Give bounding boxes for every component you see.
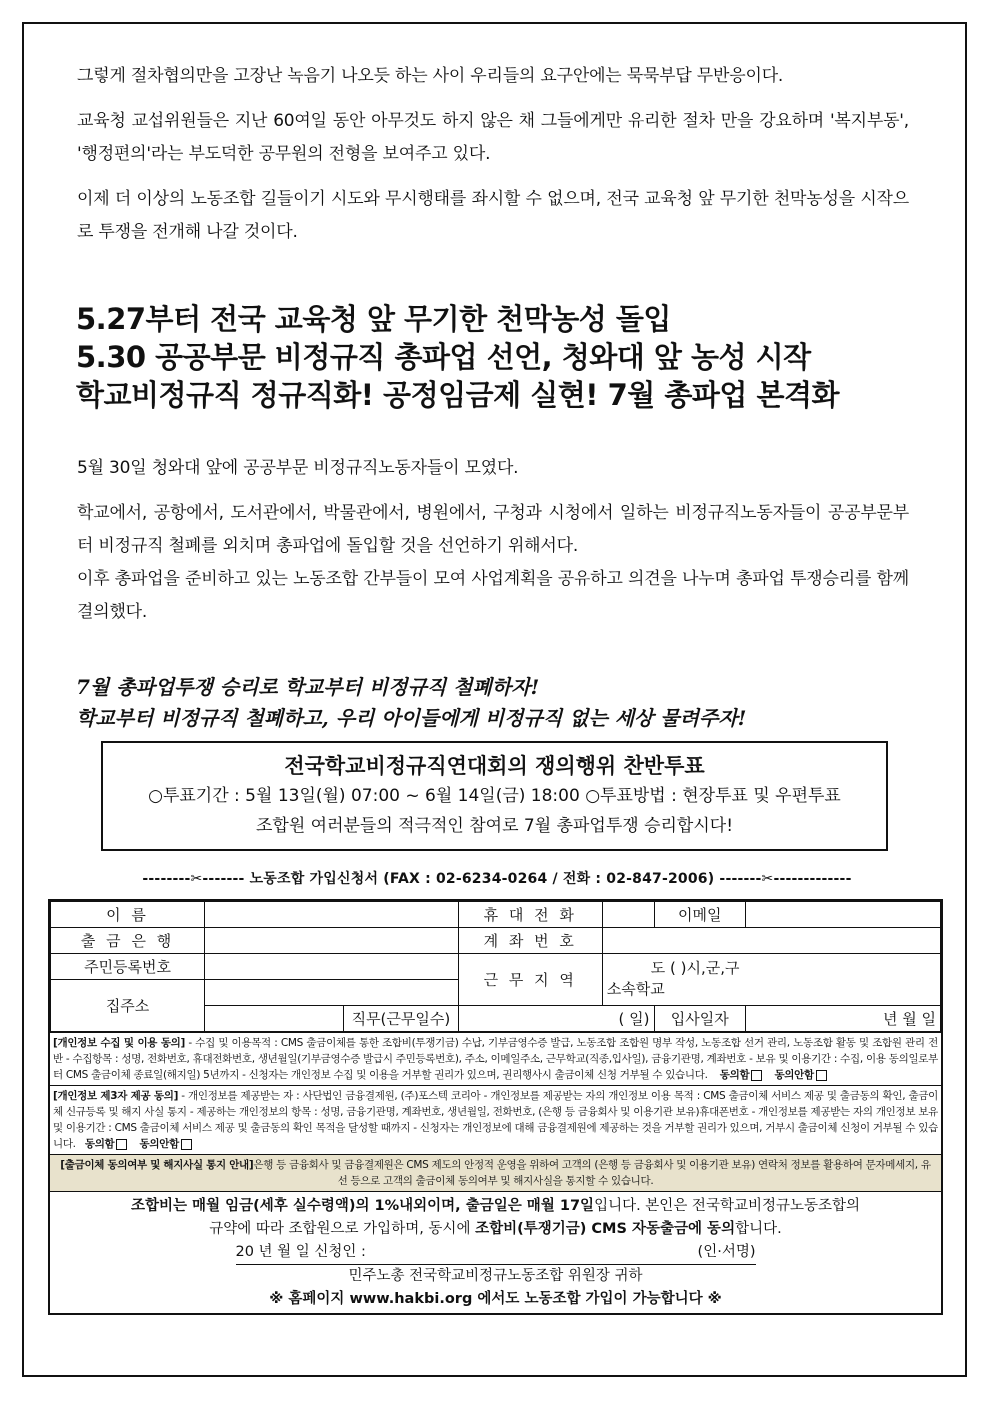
phone-field[interactable] (602, 902, 654, 928)
join-date-label: 입사일자 (654, 1006, 746, 1032)
headline-3: 학교비정규직 정규직화! 공정임금제 실현! 7월 총파업 본격화 (76, 378, 840, 412)
job-label: 직무(근무일수) (344, 1006, 458, 1032)
notice-text: 은행 등 금융회사 및 금융결제원은 CMS 제도의 안정적 운영을 위하여 고객의 (은행 등 금융회사 및 이용기관 보유) 연락처 정보를 활용하여 문자메세지, 유선 등으로 고객의 출금이체 동의여부 및 해지사실을 통지할 수 있습니다. (253, 1159, 931, 1187)
news-paragraph-3: 이후 총파업을 준비하고 있는 노동조합 간부들이 모여 사업계획을 공유하고 의견을 나누며 총파업 투쟁승리를 함께 결의했다. (77, 569, 909, 622)
consent1-agree-label: 동의함 (719, 1069, 750, 1081)
intro-paragraph-1: 그렇게 절차협의만을 고장난 녹음기 나오듯 하는 사이 우리들의 요구안에는 묵묵부답 무반응이다. (77, 66, 784, 86)
fee-line2a: 규약에 따라 조합원으로 가입하며, 동시에 (209, 1221, 476, 1237)
consent2-disagree-checkbox[interactable] (181, 1139, 192, 1150)
school-label: 소속학교 (606, 980, 665, 998)
vote-appeal: 조합원 여러분들의 적극적인 참여로 7월 총파업투쟁 승리합시다! (255, 816, 734, 836)
region-value: 도 ( )시,군,구 (650, 959, 740, 977)
phone-label: 휴 대 전 화 (458, 902, 602, 928)
privacy-consent-2 (50, 1085, 941, 1154)
rrn-label: 주민등록번호 (51, 954, 205, 980)
privacy-consent-1 (50, 1032, 941, 1085)
consent2-text: - 개인정보를 제공받는 자 : 사단법인 금융결제원, (주)포스텍 코리아 - 개인정보를 제공받는 자의 개인정보 이용 목적 : CMS 출금이체 서비스 제공 및 출금동의 확인, 출금이체 신규등록 및 해지 사실 통지 - 제공하는 개인정보의 항목 : 성명, 금융기관명, 계좌번호, 생년월일, 전화번호, (은행 등 금융회사 및 이용기관 보유)휴대폰번호 - 개인정보를 제공받는 자의 개인정보 보유 및 이용기간 : CMS 출금이체 서비스 제공 및 출금동의 확인 목적을 달성할 때까지 - 신청자는 개인정보에 대해 금융결제원에 제공하는 것을 거부할 권리가 있으며, 거부시 출금이체 신청이 거부될 수 있습니다. (53, 1090, 939, 1150)
address-field-2[interactable] (205, 1006, 344, 1032)
slogan-2: 학교부터 비정규직 철폐하고, 우리 아이들에게 비정규직 없는 세상 물려주자! (76, 706, 747, 730)
applicant-info-table (50, 901, 941, 1032)
consent2-agree-label: 동의함 (84, 1138, 115, 1150)
fee-line2b: 합니다. (735, 1221, 782, 1237)
workplace-label: 근 무 지 역 (458, 954, 602, 1006)
workplace-field[interactable] (602, 954, 940, 1006)
slogan-1: 7월 총파업투쟁 승리로 학교부터 비정규직 철폐하자! (76, 675, 540, 699)
email-field[interactable] (746, 902, 941, 928)
fee-bold-2: 조합비(투쟁기금) CMS 자동출금에 동의 (475, 1221, 736, 1237)
notice-heading: [출금이체 동의여부 및 해지사실 통지 안내] (60, 1159, 254, 1171)
homepage-notice: ※ 홈페이지 www.hakbi.org 에서도 노동조합 가입이 가능합니다 ※ (269, 1291, 722, 1307)
name-field[interactable] (205, 902, 459, 928)
account-label: 계 좌 번 호 (458, 928, 602, 954)
cut-line (52, 868, 942, 888)
news-paragraph-1: 5월 30일 청와대 앞에 공공부문 비정규직노동자들이 모였다. (77, 458, 519, 478)
email-label: 이메일 (654, 902, 746, 928)
consent1-disagree-checkbox[interactable] (816, 1070, 827, 1081)
headline-1: 5.27부터 전국 교육청 앞 무기한 천막농성 돌입 (76, 302, 671, 336)
vote-period: ○투표기간 : 5월 13일(월) 07:00 ~ 6월 14일(금) 18:00 ○투표방법 : 현장투표 및 우편투표 (148, 786, 841, 806)
address-field[interactable] (205, 980, 459, 1006)
intro-paragraph-3: 이제 더 이상의 노동조합 길들이기 시도와 무시행태를 좌시할 수 없으며, 전국 교육청 앞 무기한 천막농성을 시작으로 투쟁을 전개해 나갈 것이다. (77, 189, 909, 242)
news-paragraph-2: 학교에서, 공항에서, 도서관에서, 박물관에서, 병원에서, 구청과 시청에서 일하는 비정규직노동자들이 공공부문부터 비정규직 철폐를 외치며 총파업에 돌입할 것을 선언하기 위해서다. (77, 503, 909, 556)
signature-mark[interactable]: (인·서명) (697, 1244, 756, 1260)
consent1-text: - 수집 및 이용목적 : CMS 출금이체를 통한 조합비(투쟁기금) 수납, 기부금영수증 발급, 노동조합 조합원 명부 작성, 노동조합 선거 관리, 노동조합 활동 및 조합원 관리 전반 - 수집항목 : 성명, 전화번호, 휴대전화번호, 생년월일(기부금영수증 발급시 주민등록번호), 주소, 이메일주소, 근무학교(직종,입사일), 금융기관명, 계좌번호 - 보유 및 이용기간 : 수집, 이용 동의일로부터 CMS 출금이체 종료일(해지일) 5년까지 - 신청자는 개인정보 수집 및 이용을 거부할 권리가 있으며, 권리행사시 출금이체 신청 거부될 수 있습니다. (53, 1037, 938, 1081)
bank-label: 출 금 은 행 (51, 928, 205, 954)
headline-2: 5.30 공공부문 비정규직 총파업 선언, 청와대 앞 농성 시작 (76, 340, 811, 374)
consent2-agree-checkbox[interactable] (116, 1139, 127, 1150)
bank-field[interactable] (205, 928, 459, 954)
fee-bold-1: 조합비는 매월 임금(세후 실수령액)의 1%내외이며, 출금일은 매월 17일 (130, 1198, 595, 1214)
fee-line-1 (54, 1195, 937, 1218)
slogans (76, 672, 936, 734)
account-field[interactable] (602, 928, 940, 954)
join-date-field[interactable]: 년 월 일 (746, 1006, 941, 1032)
consent1-heading: [개인정보 수집 및 이용 동의] (53, 1037, 186, 1049)
fee-line-2 (54, 1218, 937, 1241)
scissors-right-icon: -------✂------------- (714, 871, 852, 887)
fee-rest-1: 입니다. 본인은 전국학교비정규노동조합의 (594, 1198, 861, 1214)
scissors-left-icon: --------✂------- (142, 871, 250, 887)
intro-section (77, 60, 909, 261)
membership-application-form (48, 899, 943, 1315)
news-section (77, 452, 909, 629)
rrn-field[interactable] (205, 954, 459, 980)
consent1-disagree-label: 동의안함 (774, 1069, 814, 1081)
application-title: 노동조합 가입신청서 (FAX : 02-6234-0264 / 전화 : 02-847-2006) (249, 871, 715, 887)
address-label: 집주소 (51, 980, 205, 1032)
vote-title: 전국학교비정규직연대회의 쟁의행위 찬반투표 (284, 754, 705, 778)
fee-agreement (50, 1191, 941, 1313)
days-field[interactable]: ( 일) (458, 1006, 654, 1032)
headlines (76, 300, 936, 414)
name-label: 이 름 (51, 902, 205, 928)
consent2-heading: [개인정보 제3자 제공 동의] (53, 1090, 179, 1102)
consent1-agree-checkbox[interactable] (751, 1070, 762, 1081)
withdrawal-notice (50, 1154, 941, 1191)
intro-paragraph-2: 교육청 교섭위원들은 지난 60여일 동안 아무것도 하지 않은 채 그들에게만 유리한 절차 만을 강요하며 '복지부동', '행정편의'라는 부도덕한 공무원의 전형을 보여주고 있다. (77, 111, 909, 164)
consent2-disagree-label: 동의안함 (139, 1138, 179, 1150)
addressee: 민주노총 전국학교비정규노동조합 위원장 귀하 (348, 1268, 643, 1284)
signature-line (54, 1241, 937, 1265)
vote-notice-box (101, 741, 888, 851)
signature-date: 20 년 월 일 신청인 : (235, 1244, 366, 1260)
